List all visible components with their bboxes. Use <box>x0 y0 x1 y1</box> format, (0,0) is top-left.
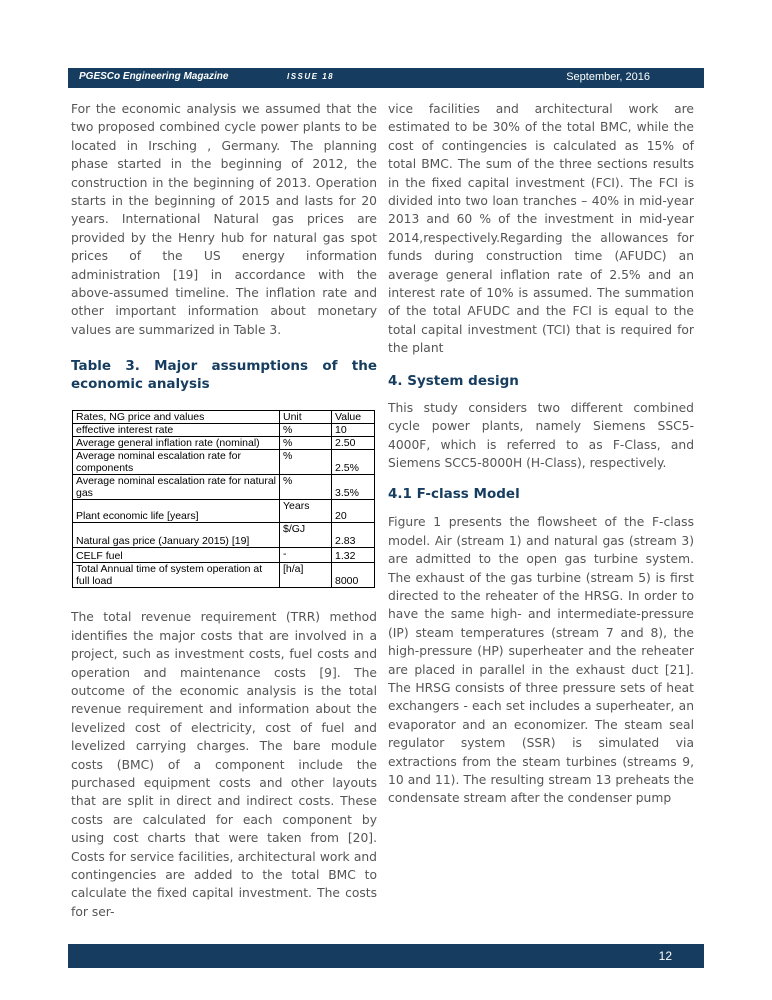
table-cell: 3.5% <box>332 475 375 500</box>
header-cell: Value <box>332 411 375 424</box>
issue-date: September, 2016 <box>566 71 650 83</box>
assumptions-table <box>72 410 375 588</box>
page-number: 12 <box>658 949 672 963</box>
table-cell: % <box>280 475 332 500</box>
right-column <box>388 100 694 808</box>
table-cell: [h/a] <box>280 563 332 588</box>
table-cell: 10 <box>332 424 375 437</box>
table-cell: $/GJ <box>280 523 332 548</box>
table-cell: - <box>280 548 332 563</box>
table-cell: CELF fuel <box>73 548 280 563</box>
table-row <box>73 424 375 437</box>
table-cell: 2.5% <box>332 450 375 475</box>
header-cell: Unit <box>280 411 332 424</box>
table-row <box>73 437 375 450</box>
table-header-row <box>73 411 375 424</box>
table-row <box>73 523 375 548</box>
table-cell: Average general inflation rate (nominal) <box>73 437 280 450</box>
table-cell: 8000 <box>332 563 375 588</box>
table-cell: Average nominal escalation rate for components <box>73 450 280 475</box>
table-caption: Table 3. Major assumptions of the economic analysis <box>71 358 377 393</box>
intro-paragraph: For the economic analysis we assumed that the two proposed combined cycle power plants to be located in Irsching , Germany. The planning phase started in the beginning of 2012, the construction in the beginning of 2013. Operation starts in the beginning of 2015 and lasts for 20 years. International Natural gas prices are provided by the Henry hub for natural gas spot prices of the US energy information administration [19] in accordance with the above-assumed timeline. The inflation rate and other important information about monetary values are summarized in Table 3. <box>71 102 377 337</box>
trr-paragraph: The total revenue requirement (TRR) method identifies the major costs that are involved in a project, such as investment costs, fuel costs and operation and maintenance costs [9]. The outcome of the economic analysis is the total revenue requirement and information about the levelized cost of electricity, cost of fuel and levelized carrying charges. The bare module costs (BMC) of a component include the purchased equipment costs and other layouts that are split in direct and indirect costs. These costs are calculated for each component by using cost charts that were taken from [20]. Costs for service facilities, architectural work and contingencies are added to the total BMC to calculate the fixed capital investment. The costs for ser- <box>71 610 377 919</box>
table-cell: % <box>280 437 332 450</box>
table-cell: % <box>280 450 332 475</box>
table-cell: Years <box>280 500 332 523</box>
section-heading-f-class: 4.1 F-class Model <box>388 486 520 503</box>
system-design-paragraph: This study considers two different combined cycle power plants, namely Siemens SSC5-4000F, which is referred to as F-Class, and Siemens SCC5-8000H (H-Class), respectively. <box>388 400 694 470</box>
table-row <box>73 450 375 475</box>
table-cell: Natural gas price (January 2015) [19] <box>73 523 280 548</box>
magazine-title: PGESCo Engineering Magazine <box>79 71 229 82</box>
section-heading-system-design: 4. System design <box>388 372 519 389</box>
table-row <box>73 563 375 588</box>
table-cell: 2.83 <box>332 523 375 548</box>
table-row <box>73 475 375 500</box>
table-cell: 20 <box>332 500 375 523</box>
table-row <box>73 500 375 523</box>
table-cell: % <box>280 424 332 437</box>
header-cell: Rates, NG price and values <box>73 411 280 424</box>
page-header <box>68 68 704 88</box>
left-column <box>71 100 377 921</box>
continuation-paragraph: vice facilities and architectural work are estimated to be 30% of the total BMC, while the cost of contingencies is calculated as 15% of total BMC. The sum of the three sections results in the fixed capital investment (FCI). The FCI is divided into two loan tranches – 40% in mid-year 2013 and 60 % of the investment in mid-year 2014,respectively.Regarding the allowances for funds during construction time (AFUDC) an average general inflation rate of 2.5% and an interest rate of 10% is assumed. The summation of the total AFUDC and the FCI is equal to the total capital investment (TCI) that is required for the plant <box>388 102 694 356</box>
table-cell: Total Annual time of system operation at full load <box>73 563 280 588</box>
table-cell: Average nominal escalation rate for natural gas <box>73 475 280 500</box>
f-class-paragraph: Figure 1 presents the flowsheet of the F-class model. Air (stream 1) and natural gas (stream 3) are admitted to the open gas turbine system. The exhaust of the gas turbine (stream 5) is first directed to the reheater of the HRSG. In order to have the same high- and intermediate-pressure (IP) steam temperatures (stream 7 and 8), the high-pressure (HP) superheater and the reheater are placed in parallel in the exhaust duct [21]. The HRSG consists of three pressure sets of heat exchangers - each set includes a superheater, an evaporator and an economizer. The steam seal regulator system (SSR) is simulated via extractions from the steam turbines (streams 9, 10 and 11). The resulting stream 13 preheats the condensate stream after the condenser pump <box>388 515 694 806</box>
table-cell: 2.50 <box>332 437 375 450</box>
table-cell: effective interest rate <box>73 424 280 437</box>
table-cell: 1.32 <box>332 548 375 563</box>
table-cell: Plant economic life [years] <box>73 500 280 523</box>
issue-label: ISSUE 18 <box>287 72 335 81</box>
table-row <box>73 548 375 563</box>
page-footer <box>68 944 704 968</box>
